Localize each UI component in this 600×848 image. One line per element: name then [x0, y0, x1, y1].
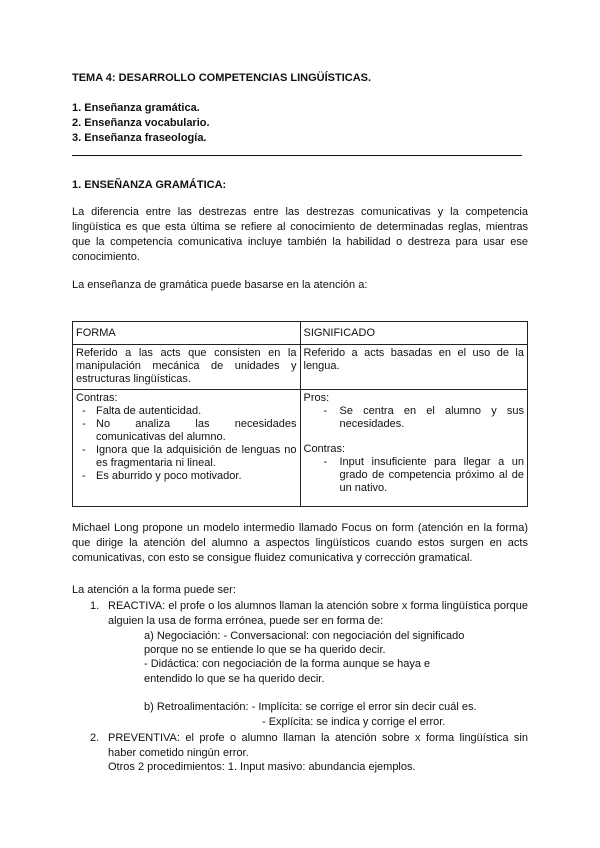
forma-contras-label: Contras: [76, 392, 118, 404]
forma-contras-cell [73, 390, 301, 507]
list-item: - Falta de autenticidad. [82, 405, 202, 417]
forma-definition: Referido a las acts que consisten en la manipulación mecánica de unidades y estructuras lingüísticas. [73, 345, 301, 390]
significado-pros-contras-cell [300, 390, 528, 507]
item-marker: 2. [90, 732, 100, 744]
negociacion-line-4: entendido lo que se ha querido decir. [144, 673, 325, 685]
list-item: - No analiza las necesidades comunicativas del alumno. [82, 418, 297, 443]
forma-header: FORMA [73, 322, 301, 345]
significado-definition: Referido a acts basadas en el uso de la lengua. [300, 345, 528, 390]
long-paragraph: Michael Long propone un modelo intermedio llamado Focus on form (atención en la forma) que dirige la atención del alumno a aspectos lingüísticos cuando estos surgen en acts comunicativas, con esto se consigue fluidez comunicativa y corrección gramatical. [72, 522, 528, 564]
separator-line [72, 155, 522, 156]
toc-item-2: 2. Enseñanza vocabulario. [72, 117, 210, 129]
forma-significado-table [72, 321, 528, 507]
section-heading: 1. ENSEÑANZA GRAMÁTICA: [72, 179, 227, 191]
list-item: - Es aburrido y poco motivador. [82, 470, 242, 482]
negociacion-line-3: - Didáctica: con negociación de la forma aunque se haya e [144, 658, 431, 670]
toc-item-3: 3. Enseñanza fraseología. [72, 132, 207, 144]
sig-pros-label: Pros: [303, 392, 330, 404]
negociacion-line-1: a) Negociación: - Conversacional: con negociación del significado [144, 630, 465, 642]
reactiva-item [90, 599, 528, 629]
toc-item-1: 1. Enseñanza gramática. [72, 102, 200, 114]
reactiva-text: REACTIVA: el profe o los alumnos llaman la atención sobre x forma lingüística porque alguien la usa de forma errónea, puede ser en forma de: [108, 600, 528, 627]
list-item: - Ignora que la adquisición de lenguas no es fragmentaria ni lineal. [82, 444, 297, 469]
page-title: TEMA 4: DESARROLLO COMPETENCIAS LINGÜÍSTICAS. [72, 72, 372, 84]
retroalimentacion-line-2: - Explícita: se indica y corrige el error. [262, 716, 446, 728]
sig-contras-label: Contras: [303, 443, 346, 455]
retroalimentacion-line-1: b) Retroalimentación: - Implícita: se corrige el error sin decir cuál es. [144, 701, 477, 713]
list-item: - Input insuficiente para llegar a un grado de competencia próximo al de un nativo. [323, 456, 524, 494]
list-item: - Se centra en el alumno y sus necesidades. [323, 405, 524, 430]
item-marker: 1. [90, 600, 100, 612]
atencion-intro: La atención a la forma puede ser: [72, 584, 236, 596]
preventiva-item [90, 731, 528, 761]
preventiva-text: PREVENTIVA: el profe o alumno llaman la atención sobre x forma lingüística sin haber cometido ningún error. [108, 732, 528, 759]
otros-procedimientos: Otros 2 procedimientos: 1. Input masivo: abundancia ejemplos. [108, 761, 416, 773]
attention-intro: La enseñanza de gramática puede basarse en la atención a: [72, 279, 368, 291]
negociacion-line-2: porque no se entiende lo que se ha querido decir. [144, 644, 386, 656]
significado-header: SIGNIFICADO [300, 322, 528, 345]
intro-paragraph: La diferencia entre las destrezas entre las destrezas comunicativas y la competencia lingüística es que esta última se refiere al conocimiento de determinadas reglas, mientras que la competencia comunicativa incluye también la habilidad o destreza para usar ese conocimiento. [72, 206, 528, 263]
